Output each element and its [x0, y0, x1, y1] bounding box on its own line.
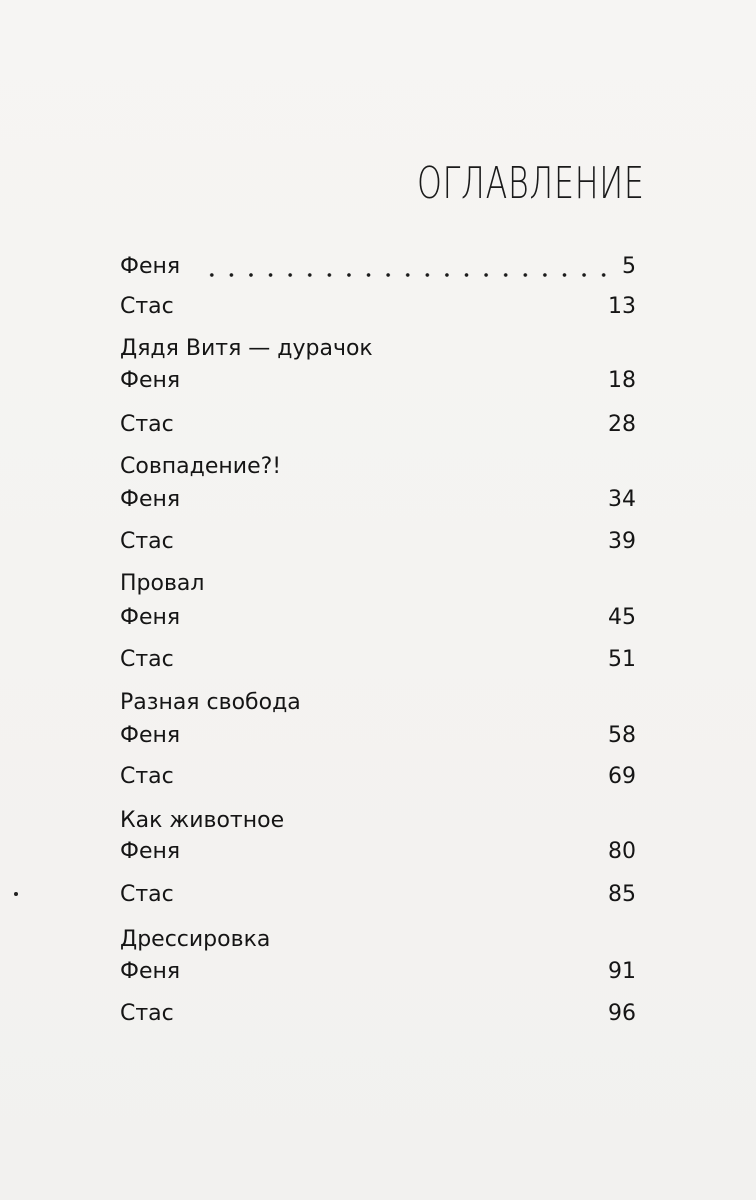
toc-entry-label: Феня [120, 254, 181, 279]
toc-entry-label: Феня [120, 723, 181, 748]
toc-entry-label: Феня [120, 959, 181, 984]
dot-leader [202, 273, 610, 277]
toc-entry[interactable] [120, 410, 636, 440]
toc-entry-page: 39 [608, 529, 636, 554]
toc-entry[interactable] [120, 252, 636, 282]
toc-entry-page: 96 [608, 1001, 636, 1026]
toc-entry-label: Стас [120, 412, 174, 437]
toc-section-title[interactable]: Дрессировка [120, 927, 271, 952]
toc-entry[interactable] [120, 527, 636, 557]
margin-dot [14, 892, 18, 896]
toc-entry-page: 80 [608, 839, 636, 864]
toc-title: ОГЛАВЛЕНИЕ [417, 158, 645, 209]
toc-entry[interactable] [120, 721, 636, 751]
toc-entry-page: 5 [622, 254, 636, 279]
toc-entry-page: 28 [608, 412, 636, 437]
toc-entry-label: Стас [120, 764, 174, 789]
toc-entry[interactable] [120, 762, 636, 792]
toc-entry[interactable] [120, 603, 636, 633]
toc-entry-label: Стас [120, 294, 174, 319]
toc-section-title[interactable]: Провал [120, 571, 205, 596]
toc-entry-page: 34 [608, 487, 636, 512]
toc-entry-label: Стас [120, 1001, 174, 1026]
toc-entry-label: Стас [120, 647, 174, 672]
toc-entry-label: Феня [120, 487, 181, 512]
toc-entry[interactable] [120, 957, 636, 987]
toc-entry-page: 13 [608, 294, 636, 319]
toc-entry-label: Стас [120, 529, 174, 554]
toc-section-title[interactable]: Дядя Витя — дурачок [120, 336, 373, 361]
toc-entry-label: Феня [120, 368, 181, 393]
toc-entry[interactable] [120, 366, 636, 396]
toc-entry-page: 45 [608, 605, 636, 630]
toc-entry-label: Феня [120, 605, 181, 630]
toc-entry-page: 91 [608, 959, 636, 984]
toc-entry[interactable] [120, 292, 636, 322]
toc-entry[interactable] [120, 880, 636, 910]
toc-section-title[interactable]: Разная свобода [120, 690, 301, 715]
toc-entry-label: Феня [120, 839, 181, 864]
toc-section-title[interactable]: Совпадение?! [120, 454, 282, 479]
toc-entry-page: 58 [608, 723, 636, 748]
toc-entry-page: 85 [608, 882, 636, 907]
toc-entry[interactable] [120, 837, 636, 867]
toc-entry[interactable] [120, 645, 636, 675]
toc-entry-label: Стас [120, 882, 174, 907]
toc-entry-page: 69 [608, 764, 636, 789]
toc-entry[interactable] [120, 485, 636, 515]
toc-entry[interactable] [120, 999, 636, 1029]
toc-section-title[interactable]: Как животное [120, 808, 285, 833]
toc-entry-page: 18 [608, 368, 636, 393]
toc-entry-page: 51 [608, 647, 636, 672]
